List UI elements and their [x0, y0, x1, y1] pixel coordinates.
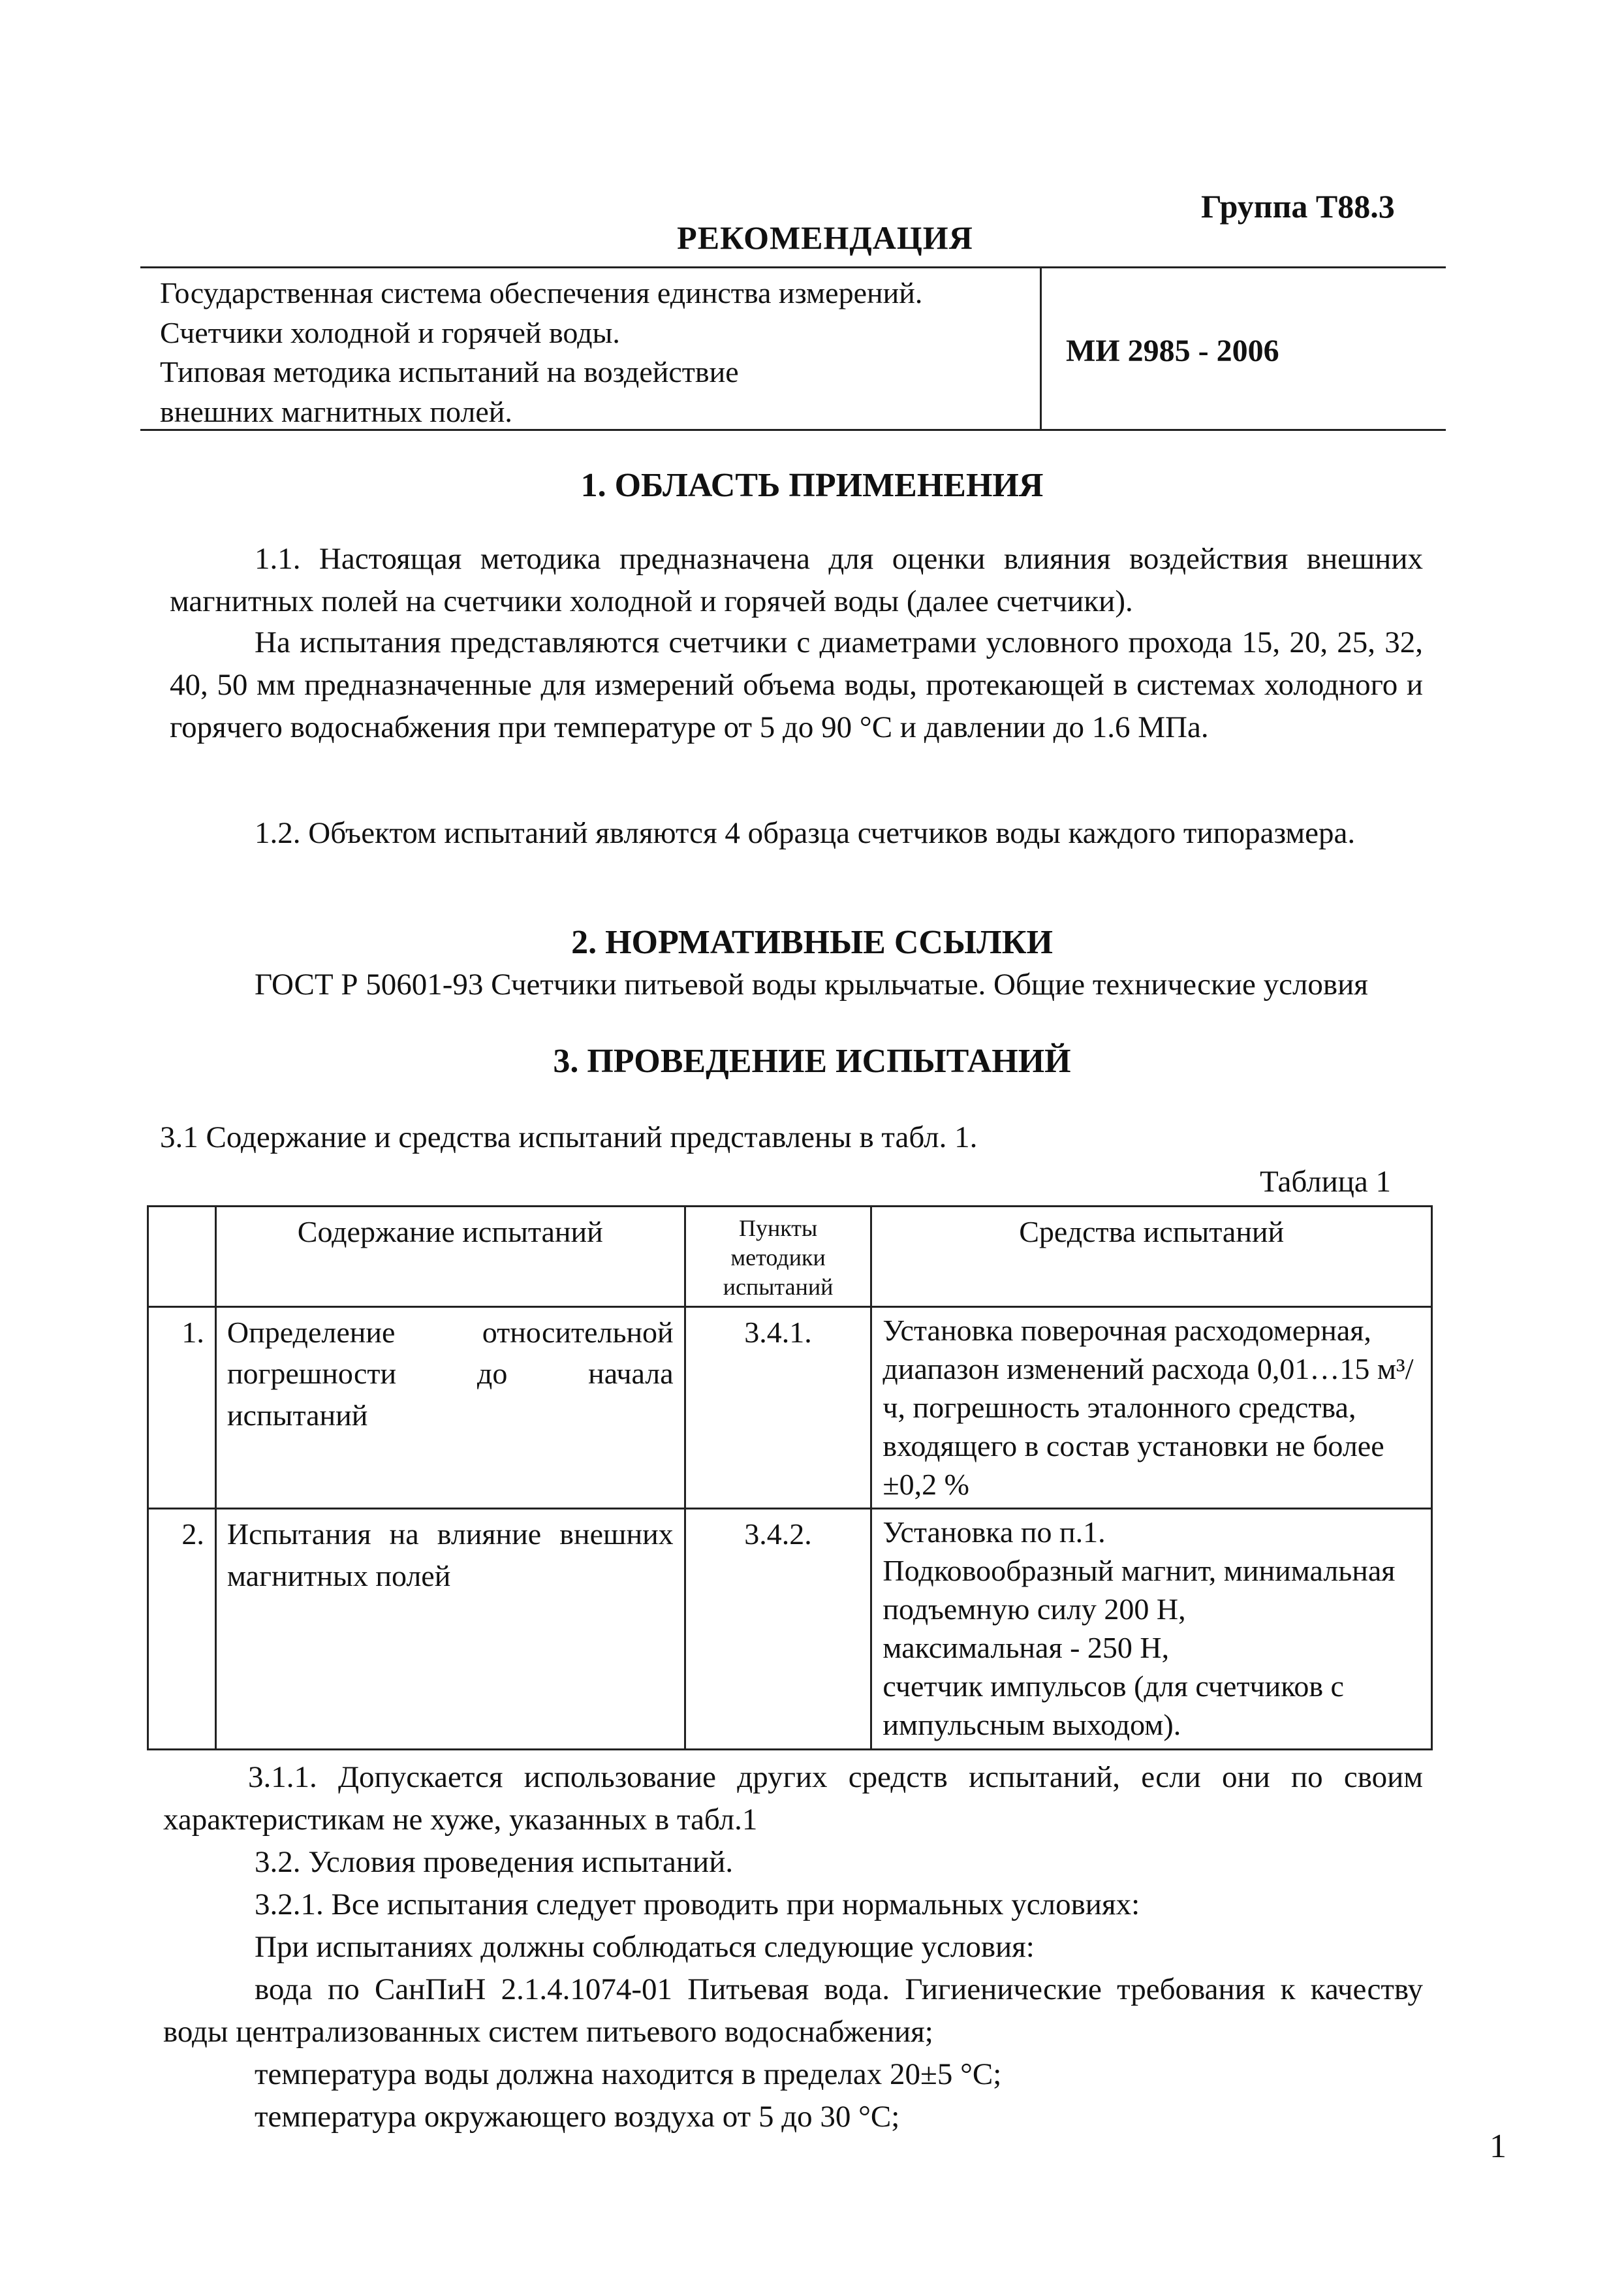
title-line: Счетчики холодной и горячей воды. [160, 315, 620, 349]
page-number: 1 [1490, 2128, 1507, 2165]
table-cell-point: 3.4.2. [685, 1509, 871, 1749]
paragraph-1-1: 1.1. Настоящая методика предназначена для оценки влияния воздействия внешних магнитных полей на счетчики холодной и горячей воды (далее счетчики). [170, 542, 1423, 618]
title-block [140, 266, 1446, 431]
means-line: счетчик импульсов (для счетчиков с импульсным выходом). [882, 1669, 1344, 1741]
table-header-cell [148, 1207, 216, 1307]
document-code: МИ 2985 - 2006 [1066, 334, 1279, 368]
group-label: Группа Т88.3 [1201, 188, 1395, 225]
paragraph-1-2: 1.2. Объектом испытаний являются 4 образца счетчиков воды каждого типоразмера. [255, 816, 1356, 850]
section-2-heading: 2. НОРМАТИВНЫЕ ССЫЛКИ [571, 924, 1053, 961]
paragraph-2: ГОСТ Р 50601-93 Счетчики питьевой воды крыльчатые. Общие технические условия [255, 968, 1368, 1002]
table-cell-num: 1. [148, 1307, 216, 1509]
paragraph-3-1: 3.1 Содержание и средства испытаний представлены в табл. 1. [160, 1120, 978, 1154]
table-cell-means: Установка поверочная расходомерная, диапазон изменений расхода 0,01…15 м³/ч, погрешность эталонного средства, входящего в состав установки не более ±0,2 % [871, 1307, 1432, 1509]
paragraph-3-2-1: 3.2.1. Все испытания следует проводить при нормальных условиях: [255, 1888, 1140, 1921]
table-row [148, 1307, 1432, 1509]
section-1-heading: 1. ОБЛАСТЬ ПРИМЕНЕНИЯ [580, 467, 1044, 504]
means-line: Подковообразный магнит, минимальная подъемную силу 200 Н, [882, 1554, 1396, 1626]
table-header-row [148, 1207, 1432, 1307]
table-row [148, 1509, 1432, 1749]
test-table [147, 1205, 1433, 1750]
table-cell-point: 3.4.1. [685, 1307, 871, 1509]
table-cell-content: Определение относительной погрешности до начала испытаний [215, 1307, 685, 1509]
table-cell-content: Испытания на влияние внешних магнитных полей [215, 1509, 685, 1749]
paragraph-water: вода по СанПиН 2.1.4.1074-01 Питьевая вода. Гигиенические требования к качеству воды централизованных систем питьевого водоснабжения; [163, 1972, 1423, 2049]
paragraph-3-1-1: 3.1.1. Допускается использование других средств испытаний, если они по своим характеристикам не хуже, указанных в табл.1 [163, 1760, 1423, 1837]
means-line: Установка по п.1. [882, 1515, 1106, 1549]
table-cell-num: 2. [148, 1509, 216, 1749]
title-divider [1040, 268, 1042, 429]
section-3-heading: 3. ПРОВЕДЕНИЕ ИСПЫТАНИЙ [553, 1043, 1071, 1080]
means-line: максимальная - 250 Н, [882, 1631, 1170, 1664]
paragraph-1-1-b: На испытания представляются счетчики с диаметрами условного прохода 15, 20, 25, 32, 40, 50 мм предназначенные для измерений объема воды, протекающей в системах холодного и горячего водоснабжения при температуре от 5 до 90 °С и давлении до 1.6 МПа. [170, 625, 1423, 744]
table-header-cell: Средства испытаний [871, 1207, 1432, 1307]
table-header-cell: Содержание испытаний [215, 1207, 685, 1307]
paragraph-3-2: 3.2. Условия проведения испытаний. [255, 1845, 734, 1879]
title-line: внешних магнитных полей. [160, 395, 512, 429]
document-title [160, 274, 1035, 432]
paragraph-air-temperature: температура окружающего воздуха от 5 до 30 °С; [255, 2100, 900, 2134]
document-type: РЕКОМЕНДАЦИЯ [677, 219, 973, 256]
table-header-cell: Пункты методики испытаний [685, 1207, 871, 1307]
table-caption: Таблица 1 [1260, 1165, 1392, 1199]
paragraph-water-temperature: температура воды должна находится в пределах 20±5 °С; [255, 2057, 1002, 2091]
paragraph-conditions: При испытаниях должны соблюдаться следующие условия: [255, 1930, 1035, 1964]
table-cell-means [871, 1509, 1432, 1749]
title-line: Типовая методика испытаний на воздействие [160, 355, 739, 389]
title-line: Государственная система обеспечения единства измерений. [160, 276, 923, 309]
